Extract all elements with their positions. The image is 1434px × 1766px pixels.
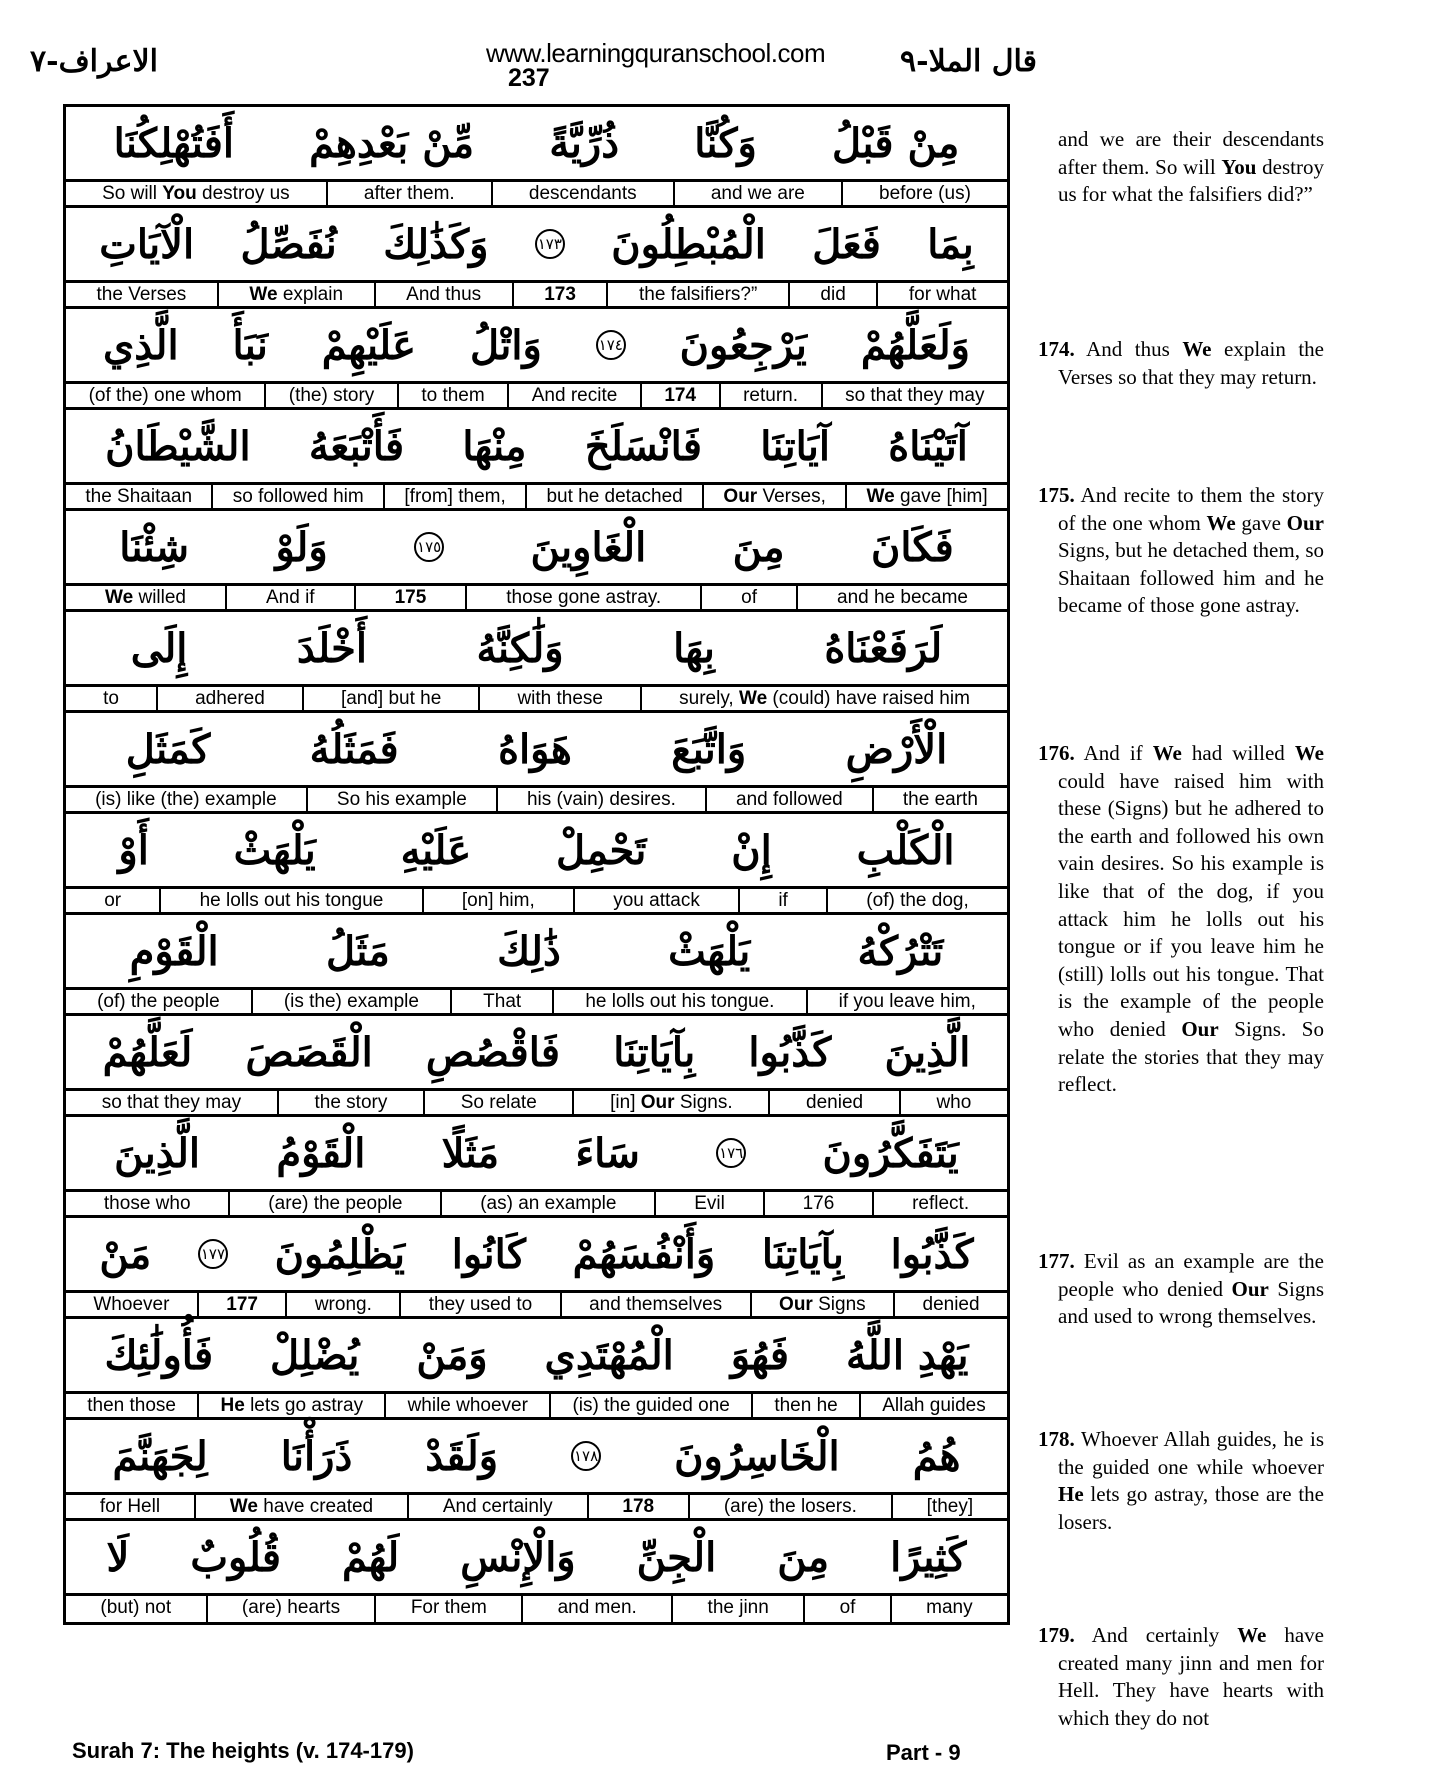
english-word-cell: 176 <box>763 1192 872 1215</box>
arabic-word: سَاءَ <box>575 1129 640 1177</box>
english-row <box>66 990 1007 1016</box>
english-word-cell: descendants <box>491 182 673 205</box>
arabic-word: وَكَذَٰلِكَ <box>383 220 489 268</box>
arabic-word: مِنْ قَبْلُ <box>832 119 960 167</box>
arabic-word: الْمُهْتَدِي <box>544 1331 674 1379</box>
arabic-word: وَلَقَدْ <box>425 1432 499 1480</box>
arabic-word: فَاقْصُصِ <box>425 1028 561 1076</box>
arabic-word: لِجَهَنَّمَ <box>112 1432 208 1480</box>
arabic-row <box>66 713 1007 788</box>
arabic-word: فَهُوَ <box>730 1331 789 1379</box>
english-word-cell: the story <box>277 1091 423 1114</box>
arabic-word: مَثَلًا <box>441 1129 500 1177</box>
arabic-row <box>66 1420 1007 1495</box>
english-word-cell: [they] <box>891 1495 1007 1518</box>
english-word-cell: so followed him <box>211 485 383 508</box>
english-row <box>66 384 1007 410</box>
verse-number: 176. <box>1038 741 1075 765</box>
arabic-word: فَمَثَلُهُ <box>309 725 399 773</box>
arabic-row <box>66 612 1007 687</box>
arabic-row <box>66 1521 1007 1596</box>
english-row <box>66 1091 1007 1117</box>
english-word-cell: So relate <box>423 1091 572 1114</box>
arabic-word: الْجِنِّ <box>636 1533 717 1581</box>
arabic-word: أَفَتُهْلِكُنَا <box>113 119 234 167</box>
english-word-cell: That <box>450 990 552 1013</box>
arabic-word: كَذَّبُوا <box>890 1230 974 1278</box>
english-word-cell: [and] but he <box>302 687 479 710</box>
english-word-cell: denied <box>768 1091 898 1114</box>
arabic-row <box>66 309 1007 384</box>
arabic-word: كَذَّبُوا <box>748 1028 832 1076</box>
english-word-cell: of <box>803 1596 890 1622</box>
arabic-row <box>66 1016 1007 1091</box>
translation-paragraph: and we are their descendants after them. So will You destroy us for what the falsifiers did?” <box>1058 127 1324 207</box>
arabic-word: بِمَا <box>927 220 974 268</box>
arabic-word: مَثَلُ <box>325 927 390 975</box>
arabic-word: ذَٰلِكَ <box>497 927 561 975</box>
english-word-cell: and followed <box>705 788 872 811</box>
arabic-word: مِنْهَا <box>462 422 527 470</box>
arabic-word: هُمُ <box>912 1432 961 1480</box>
english-word-cell: return. <box>719 384 821 407</box>
arabic-row <box>66 915 1007 990</box>
arabic-word: فَأَتْبَعَهُ <box>308 422 405 470</box>
arabic-word: فَأُولَٰئِكَ <box>104 1331 214 1379</box>
english-word-cell: then he <box>751 1394 859 1417</box>
arabic-row <box>66 208 1007 283</box>
surah-name-arabic: الاعراف-٧ <box>30 44 158 79</box>
english-word-cell: [on] him, <box>422 889 573 912</box>
english-word-cell: denied <box>893 1293 1007 1316</box>
arabic-word: الْقَصَصَ <box>245 1028 373 1076</box>
english-word-cell: and we are <box>673 182 841 205</box>
english-word-cell: (are) the people <box>228 1192 440 1215</box>
english-word-cell: [in] Our Signs. <box>572 1091 768 1114</box>
arabic-row <box>66 1117 1007 1192</box>
arabic-word: يَظْلِمُونَ <box>274 1230 406 1278</box>
english-word-cell: adhered <box>156 687 302 710</box>
english-row <box>66 1293 1007 1319</box>
english-word-cell: (the) story <box>264 384 397 407</box>
arabic-word: وَالْإِنْسِ <box>460 1533 576 1581</box>
english-word-cell: to <box>103 688 119 709</box>
arabic-word: تَحْمِلْ <box>556 826 647 874</box>
arabic-word: يُضْلِلْ <box>270 1331 360 1379</box>
english-word-cell: And thus <box>374 283 512 306</box>
english-word-cell: he lolls out his tongue. <box>552 990 805 1013</box>
english-word-cell: the jinn <box>671 1596 803 1622</box>
arabic-word: أَخْلَدَ <box>296 624 367 672</box>
english-row <box>66 485 1007 511</box>
arabic-row <box>66 1319 1007 1394</box>
arabic-word: شِئْنَا <box>119 523 190 571</box>
arabic-word: ذَرَأْنَا <box>280 1432 353 1480</box>
verse-number: 175. <box>1038 483 1075 507</box>
part-footer-label: Part - 9 <box>886 1740 961 1765</box>
english-word-cell: and he became <box>796 586 1007 609</box>
arabic-word: الْكَلْبِ <box>856 826 955 874</box>
english-word-cell: (of) the people <box>97 991 220 1012</box>
english-word-cell: those who <box>103 1193 191 1214</box>
english-word-cell: (but) not <box>100 1597 172 1618</box>
arabic-word: إِنْ <box>731 826 772 874</box>
arabic-word: وَلَوْ <box>275 523 328 571</box>
english-word-cell: his (vain) desires. <box>496 788 705 811</box>
arabic-word: أَوْ <box>118 826 149 874</box>
english-word-cell: For them <box>374 1596 521 1622</box>
arabic-word: وَلَٰكِنَّهُ <box>476 624 564 672</box>
english-word-cell: surely, We (could) have raised him <box>640 687 1007 710</box>
arabic-word: آيَاتِنَا <box>760 422 831 470</box>
arabic-word: قُلُوبٌ <box>190 1533 281 1581</box>
english-word-cell: [from] them, <box>383 485 525 508</box>
page-number: 237 <box>508 64 550 92</box>
arabic-word: فَكَانَ <box>870 523 954 571</box>
english-word-cell: reflect. <box>872 1192 1007 1215</box>
arabic-word: كَانُوا <box>451 1230 526 1278</box>
translation-paragraph: 179. And certainly We have created many jinn and men for Hell. They have hearts with which they do not <box>1038 1623 1324 1730</box>
english-word-cell: We willed <box>105 587 186 608</box>
translation-paragraph: 176. And if We had willed We could have raised him with these (Signs) but he adhered to the earth and followed his own vain desires. So his example is like that of the dog, if you attack him he lolls out his tongue or if you leave him he (still) lolls out his tongue. That is the example of the people who denied Our Signs. So relate the stories that they may reflect. <box>1038 741 1324 1097</box>
english-row <box>66 182 1007 208</box>
english-word-cell: who <box>899 1091 1007 1114</box>
english-word-cell: Evil <box>654 1192 762 1215</box>
english-word-cell: So his example <box>306 788 496 811</box>
arabic-word: تَتْرُكْهُ <box>857 927 944 975</box>
english-word-cell: and themselves <box>560 1293 750 1316</box>
english-word-cell: And certainly <box>407 1495 587 1518</box>
verse-end-marker-icon: ١٧٤ <box>596 330 626 360</box>
english-word-cell: after them. <box>326 182 491 205</box>
arabic-row <box>66 511 1007 586</box>
english-word-cell: for what <box>876 283 1007 306</box>
translation-paragraph: 175. And recite to them the story of the one whom We gave Our Signs, but he detached them, so Shaitaan followed him and he became of those gone astray. <box>1038 483 1324 618</box>
english-word-cell: And if <box>225 586 354 609</box>
verse-end-marker-icon: ١٧٦ <box>716 1138 746 1168</box>
english-word-cell: did <box>788 283 876 306</box>
english-word-cell: And recite <box>507 384 640 407</box>
english-row <box>66 283 1007 309</box>
english-row <box>66 889 1007 915</box>
word-by-word-table <box>63 104 1010 1625</box>
verse-end-marker-icon: ١٧٨ <box>571 1441 601 1471</box>
english-word-cell: he lolls out his tongue <box>159 889 421 912</box>
arabic-word: مِنَ <box>777 1533 830 1581</box>
arabic-word: وَاتَّبَعَ <box>671 725 747 773</box>
english-word-cell: while whoever <box>384 1394 549 1417</box>
english-word-cell: (are) the losers. <box>688 1495 891 1518</box>
english-row <box>66 788 1007 814</box>
translation-paragraph: 178. Whoever Allah guides, he is the guided one while whoever He lets go astray, those are the losers. <box>1038 1427 1324 1534</box>
english-word-cell: wrong. <box>285 1293 399 1316</box>
english-word-cell: (of) the dog, <box>826 889 1007 912</box>
arabic-word: هَوَاهُ <box>498 725 572 773</box>
arabic-word: كَثِيرًا <box>890 1533 967 1581</box>
english-word-cell: 178 <box>587 1495 688 1518</box>
english-word-cell: Allah guides <box>859 1394 1007 1417</box>
english-word-cell: 175 <box>354 586 466 609</box>
arabic-word: الَّذِينَ <box>114 1129 201 1177</box>
english-word-cell: so that they may <box>101 1092 242 1113</box>
english-row <box>66 1495 1007 1521</box>
english-word-cell: if you leave him, <box>806 990 1007 1013</box>
arabic-row <box>66 107 1007 182</box>
arabic-word: ذُرِّيَّةً <box>549 119 620 167</box>
english-word-cell: He lets go astray <box>197 1394 384 1417</box>
english-word-cell: Our Verses, <box>702 485 845 508</box>
english-row <box>66 586 1007 612</box>
english-word-cell: with these <box>478 687 640 710</box>
english-row <box>66 687 1007 713</box>
english-word-cell: the Shaitaan <box>85 486 193 507</box>
english-word-cell: to them <box>397 384 507 407</box>
english-row <box>66 1192 1007 1218</box>
arabic-word: عَلَيْهِ <box>400 826 472 874</box>
surah-footer-label: Surah 7: The heights (v. 174-179) <box>72 1738 414 1763</box>
translation-paragraph: 174. And thus We explain the Verses so that they may return. <box>1038 337 1325 389</box>
arabic-word: يَرْجِعُونَ <box>679 321 807 369</box>
english-word-cell: 173 <box>512 283 607 306</box>
arabic-word: بِآيَاتِنَا <box>613 1028 696 1076</box>
english-word-cell: those gone astray. <box>465 586 700 609</box>
arabic-word: مِّنْ بَعْدِهِمْ <box>309 119 475 167</box>
english-word-cell: many <box>890 1596 1007 1622</box>
arabic-word: الْمُبْطِلُونَ <box>611 220 766 268</box>
verse-end-marker-icon: ١٧٧ <box>198 1239 228 1269</box>
arabic-word: الَّذِينَ <box>884 1028 971 1076</box>
arabic-word: الْقَوْمِ <box>129 927 219 975</box>
arabic-word: لَهُمْ <box>342 1533 400 1581</box>
arabic-word: لَعَلَّهُمْ <box>102 1028 193 1076</box>
arabic-word: إِلَى <box>130 624 188 672</box>
arabic-word: الْأَرْضِ <box>845 725 948 773</box>
english-word-cell: or <box>104 890 122 911</box>
arabic-word: لَرَفَعْنَاهُ <box>824 624 943 672</box>
arabic-word: كَمَثَلِ <box>125 725 211 773</box>
english-word-cell: (as) an example <box>440 1192 654 1215</box>
english-word-cell: they used to <box>399 1293 559 1316</box>
website-url[interactable]: www.learningquranschool.com <box>486 38 826 68</box>
arabic-word: يَتَفَكَّرُونَ <box>822 1129 959 1177</box>
arabic-word: نُفَصِّلُ <box>240 220 337 268</box>
arabic-word: الْقَوْمُ <box>276 1129 366 1177</box>
english-word-cell: (is) like (the) example <box>95 789 277 810</box>
verse-number: 179. <box>1038 1623 1075 1647</box>
translation-paragraph: 177. Evil as an example are the people who denied Our Signs and used to wrong themselves. <box>1038 1249 1325 1329</box>
english-word-cell: Whoever <box>93 1294 170 1315</box>
english-word-cell: We explain <box>217 283 374 306</box>
english-word-cell: for Hell <box>99 1496 161 1517</box>
english-word-cell: 174 <box>640 384 719 407</box>
verse-number: 178. <box>1038 1427 1075 1451</box>
arabic-word: وَكُنَّا <box>694 119 757 167</box>
arabic-word: لَا <box>106 1533 130 1581</box>
english-row <box>66 1394 1007 1420</box>
arabic-row <box>66 410 1007 485</box>
arabic-word: وَاتْلُ <box>469 321 542 369</box>
arabic-word: بِهَا <box>673 624 715 672</box>
arabic-row <box>66 814 1007 889</box>
verse-end-marker-icon: ١٧٣ <box>535 229 565 259</box>
arabic-word: الْخَاسِرُونَ <box>674 1432 840 1480</box>
verse-number: 177. <box>1038 1249 1075 1273</box>
verse-number: 174. <box>1038 337 1075 361</box>
english-word-cell: you attack <box>573 889 738 912</box>
english-word-cell: Our Signs <box>750 1293 893 1316</box>
english-row <box>66 1596 1007 1622</box>
english-word-cell: 177 <box>197 1293 286 1316</box>
arabic-word: يَلْهَثْ <box>668 927 751 975</box>
arabic-word: وَلَعَلَّهُمْ <box>860 321 970 369</box>
english-word-cell: We have created <box>194 1495 407 1518</box>
english-word-cell: if <box>738 889 826 912</box>
english-word-cell: So will You destroy us <box>102 183 290 204</box>
english-word-cell: before (us) <box>841 182 1007 205</box>
english-word-cell: We gave [him] <box>845 485 1007 508</box>
english-word-cell: (of the) one whom <box>88 385 242 406</box>
arabic-word: يَلْهَثْ <box>233 826 316 874</box>
arabic-word: الْآيَاتِ <box>99 220 195 268</box>
arabic-word: الْغَاوِينَ <box>530 523 647 571</box>
english-word-cell: (is the) example <box>251 990 450 1013</box>
english-word-cell: (are) hearts <box>206 1596 375 1622</box>
arabic-word: وَمَنْ <box>416 1331 488 1379</box>
english-word-cell: then those <box>87 1395 177 1416</box>
english-word-cell: but he detached <box>525 485 702 508</box>
arabic-word: فَانْسَلَخَ <box>584 422 702 470</box>
arabic-word: الَّذِي <box>102 321 179 369</box>
arabic-word: وَأَنْفُسَهُمْ <box>572 1230 716 1278</box>
verse-end-marker-icon: ١٧٥ <box>414 532 444 562</box>
arabic-row <box>66 1218 1007 1293</box>
arabic-word: آتَيْنَاهُ <box>888 422 968 470</box>
arabic-word: يَهْدِ اللَّهُ <box>845 1331 969 1379</box>
arabic-word: الشَّيْطَانُ <box>105 422 251 470</box>
arabic-word: بِآيَاتِنَا <box>761 1230 844 1278</box>
english-word-cell: and men. <box>521 1596 671 1622</box>
english-word-cell: (is) the guided one <box>549 1394 751 1417</box>
english-word-cell: the Verses <box>96 284 187 305</box>
english-word-cell: of <box>700 586 796 609</box>
arabic-word: مَنْ <box>99 1230 152 1278</box>
arabic-word: فَعَلَ <box>812 220 881 268</box>
english-word-cell: the falsifiers?” <box>606 283 787 306</box>
juz-name-arabic: قال الملا-٩ <box>900 44 1038 79</box>
arabic-word: عَلَيْهِمْ <box>321 321 417 369</box>
arabic-word: نَبَأَ <box>232 321 268 369</box>
english-word-cell: the earth <box>872 788 1007 811</box>
arabic-word: مِنَ <box>732 523 785 571</box>
english-word-cell: so that they may <box>821 384 1007 407</box>
